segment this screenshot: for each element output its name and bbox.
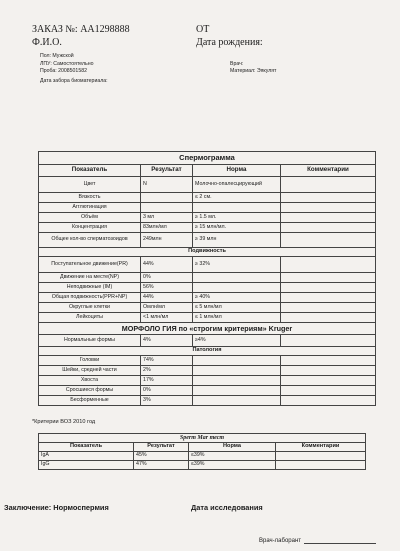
result-cell: <1 млн/мл (141, 313, 193, 323)
result-cell: 0% (141, 386, 193, 396)
norm-cell (193, 396, 281, 406)
fio-label: Ф.И.О. (32, 37, 62, 48)
col-comments: Комментарии (281, 165, 376, 177)
table-row (39, 177, 376, 193)
result-cell: 47% (134, 461, 189, 470)
result-cell: 249млн (141, 233, 193, 248)
result-cell: 44% (141, 293, 193, 303)
norm-cell: ≤ 2 см. (193, 193, 281, 203)
table-row (39, 213, 376, 223)
table-row (39, 335, 376, 347)
col-norm: Норма (193, 165, 281, 177)
conclusion: Заключение: Нормоспермия (4, 503, 109, 512)
result-cell: 2% (141, 366, 193, 376)
study-date-label: Дата исследования (191, 503, 263, 512)
section-row (39, 347, 376, 356)
norm-cell (193, 356, 281, 366)
result-cell: 74% (141, 356, 193, 366)
sex-field: Пол: Мужской (40, 53, 74, 59)
table-row (39, 366, 376, 376)
result-cell: 3 мл (141, 213, 193, 223)
table-row (39, 461, 366, 470)
table-row (39, 203, 376, 213)
result-cell: 83млн/мл (141, 223, 193, 233)
col-indicator: Показатель (39, 165, 141, 177)
comment-cell (281, 366, 376, 376)
norm-cell: ≤ 1 млн/мл (193, 313, 281, 323)
result-cell: 44% (141, 257, 193, 273)
spermogram-table (38, 151, 376, 406)
norm-cell (193, 203, 281, 213)
table-row (39, 376, 376, 386)
table-row (39, 223, 376, 233)
indicator-cell: Общее кол-во сперматозоидов (39, 233, 141, 248)
table-row (39, 396, 376, 406)
indicator-cell: Концентрация (39, 223, 141, 233)
material-field: Материал: Эякулят (230, 68, 277, 74)
norm-cell: Молочно-опалесцирующий (193, 177, 281, 193)
mar-col-norm: Норма (189, 443, 276, 452)
table-row (39, 293, 376, 303)
table-row (39, 273, 376, 283)
comment-cell (281, 356, 376, 366)
signature-line (304, 543, 376, 544)
comment-cell (281, 376, 376, 386)
norm-cell (193, 273, 281, 283)
lpu-field: ЛПУ: Самостоятельно (40, 61, 94, 67)
indicator-cell: IgG (39, 461, 134, 470)
footnote: *Критерии ВОЗ 2010 год (32, 419, 96, 425)
norm-cell: ≤39% (189, 461, 276, 470)
comment-cell (281, 213, 376, 223)
table-row (39, 452, 366, 461)
section-row (39, 248, 376, 257)
result-cell: 0% (141, 273, 193, 283)
result-cell: Омлн/мл (141, 303, 193, 313)
norm-cell: ≤39% (189, 452, 276, 461)
pathology-title: Патология (39, 347, 376, 356)
comment-cell (281, 283, 376, 293)
norm-cell (193, 283, 281, 293)
indicator-cell: Нормальные формы (39, 335, 141, 347)
indicator-cell: Движение на месте(NP) (39, 273, 141, 283)
norm-cell (193, 366, 281, 376)
lab-doctor-label: Врач-лаборант (259, 538, 302, 544)
indicator-cell: Шейки, средней части (39, 366, 141, 376)
indicator-cell: Цвет (39, 177, 141, 193)
indicator-cell: Поступательное движение(PR) (39, 257, 141, 273)
sperm-mar-table (38, 433, 366, 470)
morphology-title: МОРФОЛО ГИЯ по «строгим критериям» Kruger (39, 323, 376, 335)
indicator-cell: Бесформенные (39, 396, 141, 406)
birth-date-label: Дата рождения: (196, 37, 263, 48)
result-cell: 45% (134, 452, 189, 461)
sperm-mar-title: Sperm Mar тест (39, 434, 366, 443)
spermogram-title: Спермограмма (39, 152, 376, 165)
indicator-cell: Лейкоциты (39, 313, 141, 323)
mar-col-comments: Комментарии (276, 443, 366, 452)
table-row (39, 193, 376, 203)
indicator-cell: Общая подвижность(PPR+NP) (39, 293, 141, 303)
table-row (39, 313, 376, 323)
result-cell: 3% (141, 396, 193, 406)
comment-cell (276, 452, 366, 461)
motility-title: Подвижность (39, 248, 376, 257)
norm-cell: ≥ 15 млн/мл. (193, 223, 281, 233)
result-cell: 17% (141, 376, 193, 386)
from-label: ОТ (196, 24, 210, 35)
norm-cell: ≥4% (193, 335, 281, 347)
result-cell (141, 203, 193, 213)
comment-cell (281, 223, 376, 233)
sample-field: Проба: 2008501582 (40, 68, 87, 74)
section-row (39, 323, 376, 335)
norm-cell: ≤ 5 млн/мл (193, 303, 281, 313)
comment-cell (281, 233, 376, 248)
comment-cell (281, 293, 376, 303)
result-cell: 4% (141, 335, 193, 347)
comment-cell (281, 335, 376, 347)
mar-col-indicator: Показатель (39, 443, 134, 452)
table-row (39, 257, 376, 273)
comment-cell (281, 203, 376, 213)
indicator-cell: Сросшиеся формы (39, 386, 141, 396)
norm-cell (193, 386, 281, 396)
table-row (39, 233, 376, 248)
norm-cell: ≥ 40% (193, 293, 281, 303)
table-row (39, 356, 376, 366)
collection-date-field: Дата забора биоматериала: (40, 78, 108, 84)
table-row (39, 283, 376, 293)
result-cell: N (141, 177, 193, 193)
comment-cell (281, 193, 376, 203)
norm-cell (193, 376, 281, 386)
comment-cell (281, 386, 376, 396)
indicator-cell: Хвоста (39, 376, 141, 386)
comment-cell (281, 303, 376, 313)
indicator-cell: Округлые клетки (39, 303, 141, 313)
comment-cell (281, 396, 376, 406)
indicator-cell: Вязкость (39, 193, 141, 203)
comment-cell (281, 177, 376, 193)
indicator-cell: Объём (39, 213, 141, 223)
norm-cell: ≥ 1.5 мл. (193, 213, 281, 223)
doctor-field: Врач: (230, 61, 244, 67)
comment-cell (281, 313, 376, 323)
col-result: Результат (141, 165, 193, 177)
comment-cell (276, 461, 366, 470)
result-cell: 56% (141, 283, 193, 293)
order-number: ЗАКАЗ №: АА1298888 (32, 24, 130, 35)
norm-cell: ≥ 39 млн (193, 233, 281, 248)
result-cell (141, 193, 193, 203)
indicator-cell: IgA (39, 452, 134, 461)
table-row (39, 386, 376, 396)
indicator-cell: Головки (39, 356, 141, 366)
norm-cell: ≥ 32% (193, 257, 281, 273)
indicator-cell: Агглютинация (39, 203, 141, 213)
comment-cell (281, 273, 376, 283)
indicator-cell: Неподвижные (IM) (39, 283, 141, 293)
table-row (39, 303, 376, 313)
mar-col-result: Результат (134, 443, 189, 452)
comment-cell (281, 257, 376, 273)
